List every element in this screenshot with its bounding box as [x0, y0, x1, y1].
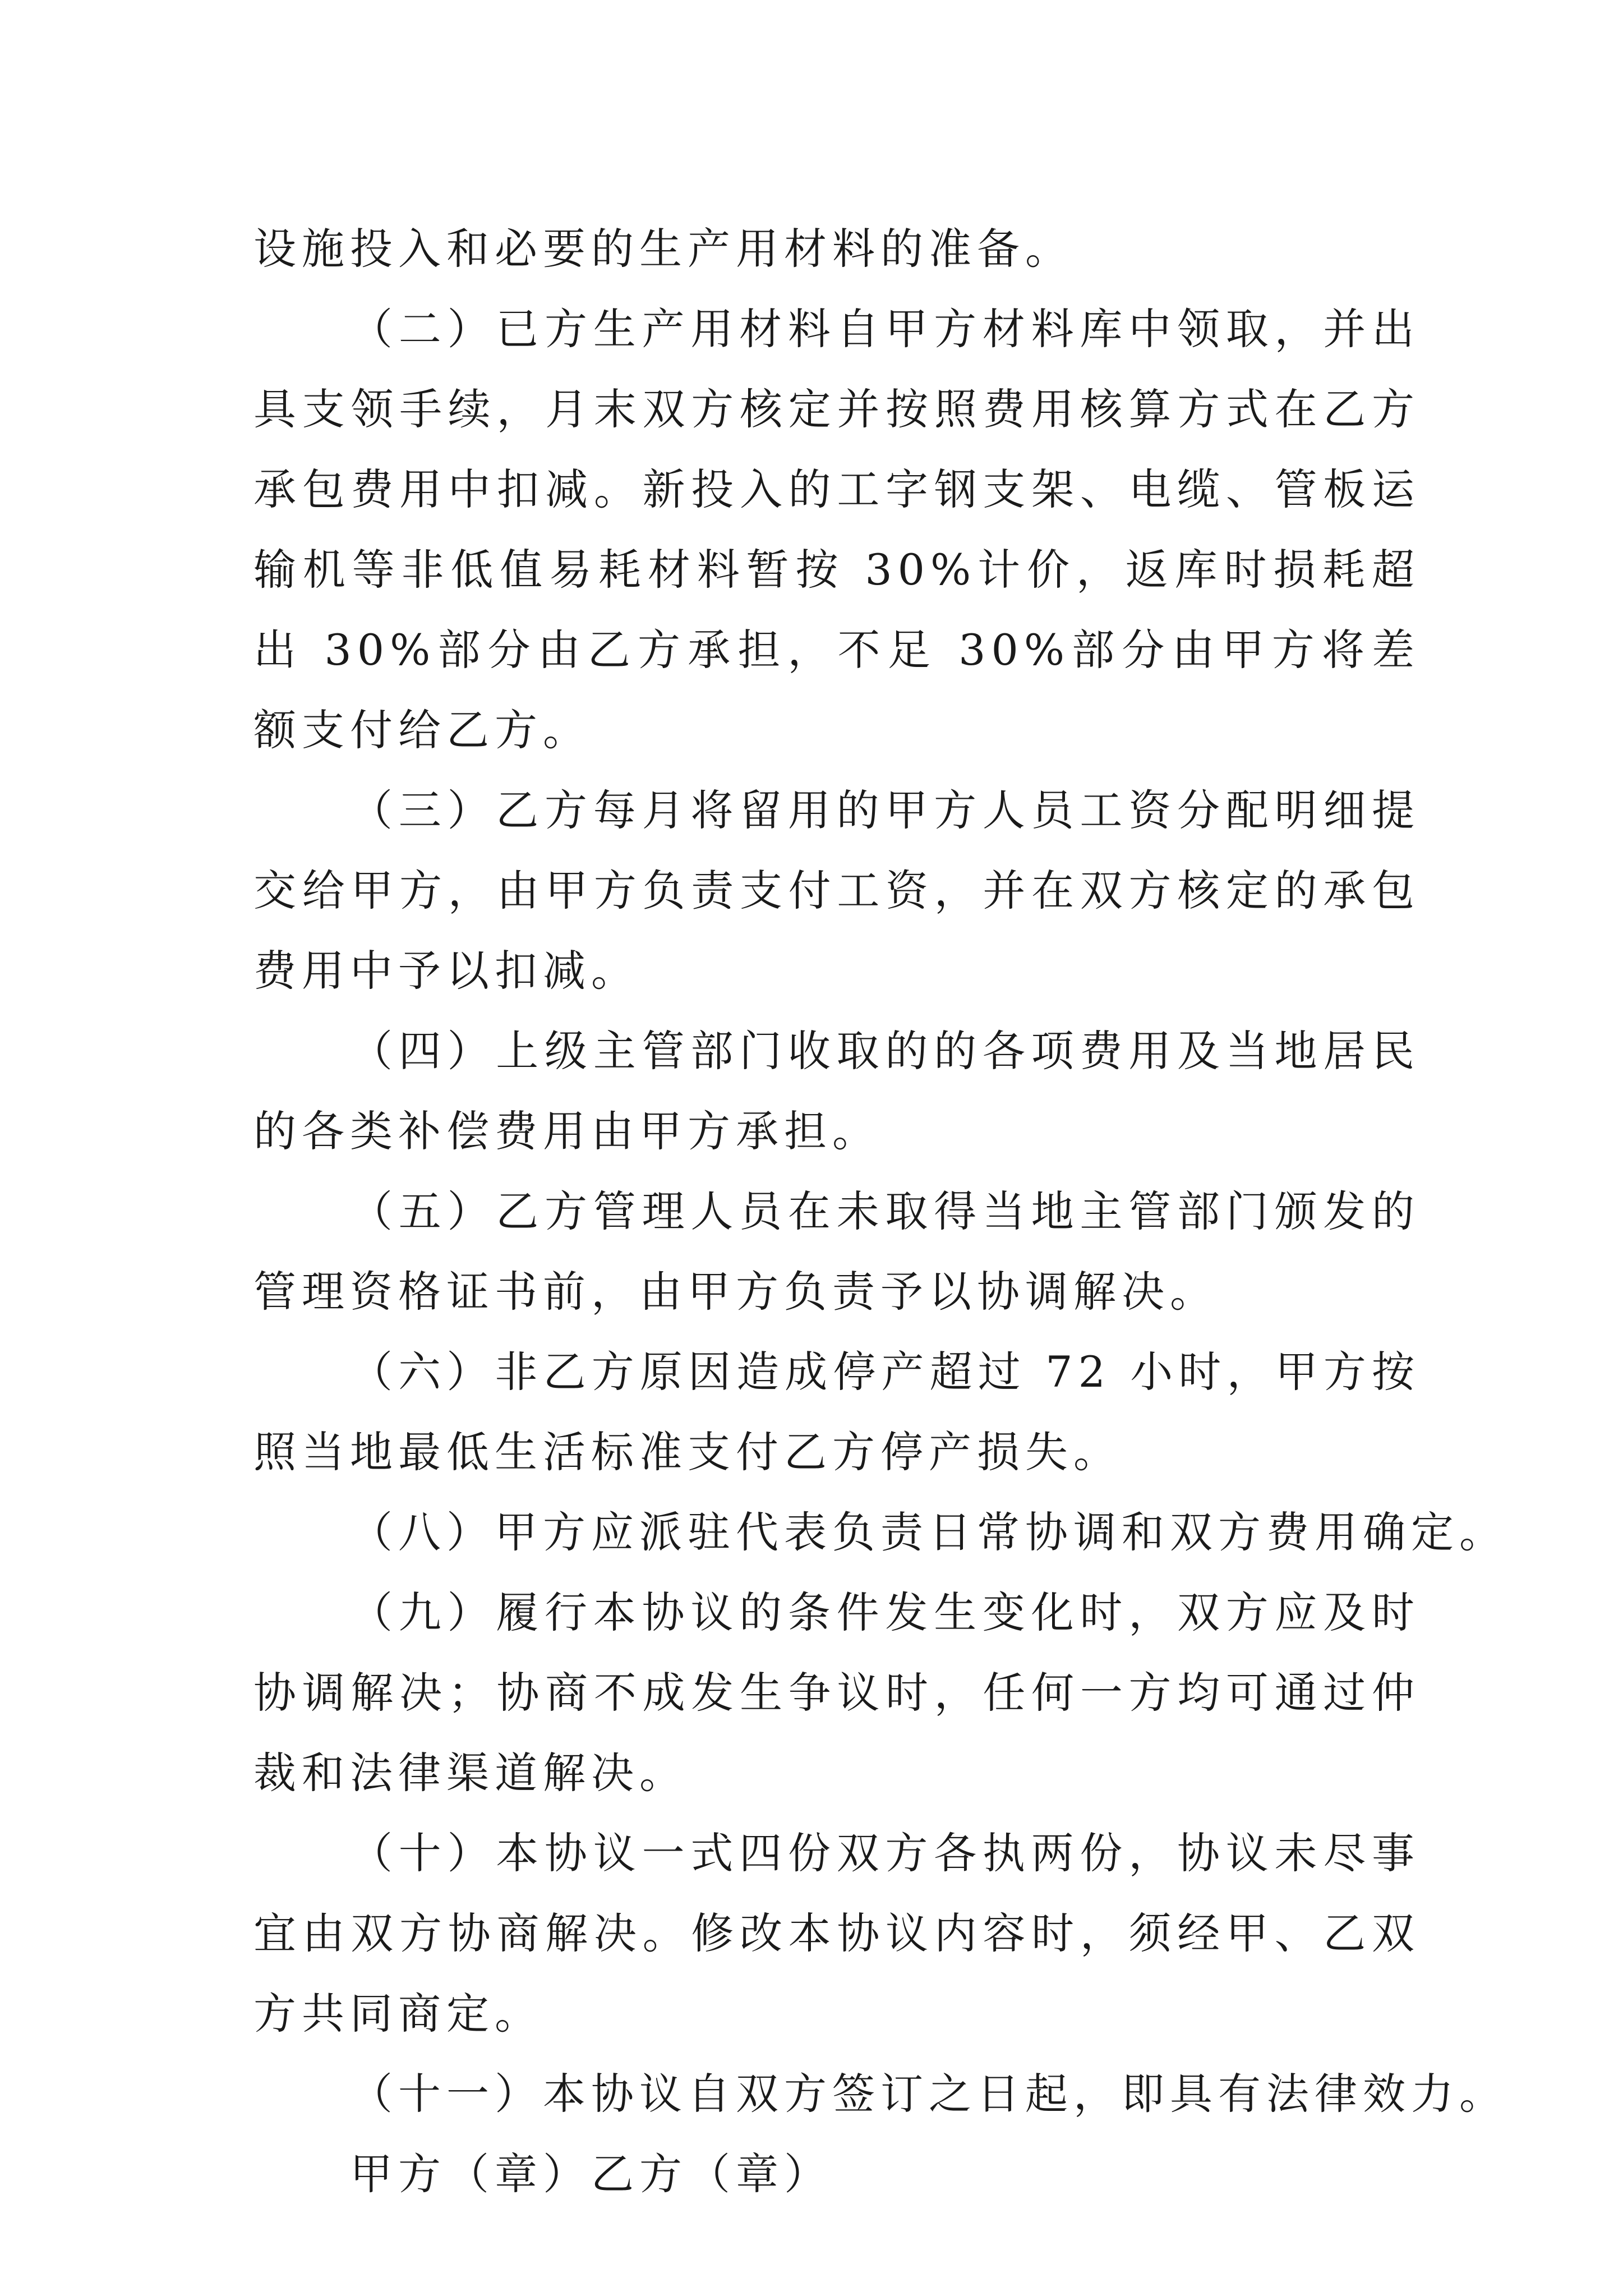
clause-4: （四）上级主管部门收取的的各项费用及当地居民的各类补偿费用由甲方承担。 — [253, 1026, 1420, 1156]
clause-10: （十）本协议一式四份双方各执两份，协议未尽事宜由双方协商解决。修改本协议内容时，须经甲、乙双方共同商定。 — [253, 1828, 1420, 2039]
clause-9: （九）履行本协议的条件发生变化时，双方应及时协调解决；协商不成发生争议时，任何一方均可通过仲裁和法律渠道解决。 — [253, 1588, 1420, 1798]
paragraph-continuation: 设施投入和必要的生产用材料的准备。 — [253, 224, 1073, 274]
clause-8: （八）甲方应派驻代表负责日常协调和双方费用确定。 — [350, 1507, 1507, 1557]
clause-3: （三）乙方每月将留用的甲方人员工资分配明细提交给甲方，由甲方负责支付工资，并在双方核定的承包费用中予以扣减。 — [253, 785, 1420, 996]
signature-line: 甲方（章）乙方（章） — [350, 2149, 832, 2199]
document-body — [253, 209, 1507, 2214]
clause-6: （六）非乙方原因造成停产超过 72 小时，甲方按照当地最低生活标准支付乙方停产损失。 — [253, 1347, 1420, 1477]
clause-5: （五）乙方管理人员在未取得当地主管部门颁发的管理资格证书前，由甲方负责予以协调解决。 — [253, 1186, 1420, 1317]
clause-2: （二）已方生产用材料自甲方材料库中领取，并出具支领手续，月末双方核定并按照费用核算方式在乙方承包费用中扣减。新投入的工字钢支架、电缆、管板运输机等非低值易耗材料暂按 30%计价，返库时损耗超出 30%部分由乙方承担，不足 30%部分由甲方将差额支付给乙方。 — [253, 304, 1420, 755]
clause-11: （十一）本协议自双方签订之日起，即具有法律效力。 — [350, 2069, 1507, 2119]
